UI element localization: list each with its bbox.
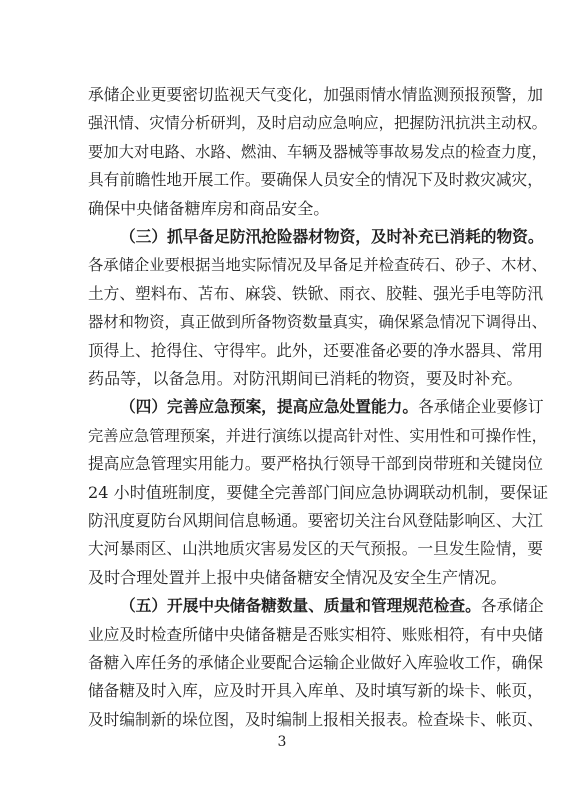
text-line (88, 480, 548, 506)
text-run: 各承储企业要修订 (418, 397, 544, 416)
text-run: 确保中央储备糖库房和商品安全。 (88, 199, 330, 218)
text-run: 器材和物资，真正做到所备物资数量真实，确保紧急情况下调得出、 (88, 313, 547, 331)
text-line (88, 622, 543, 648)
page-number: 3 (277, 734, 287, 750)
text-line (88, 678, 543, 704)
text-line (88, 196, 329, 222)
text-line (88, 366, 523, 392)
text-line (88, 110, 547, 136)
section-heading: （三）抓早备足防汛抢险器材物资，及时补充已消耗的物资。 (120, 227, 544, 246)
text-line (88, 650, 543, 676)
text-line (88, 338, 543, 364)
text-line (88, 167, 543, 193)
text-run: 各承储企 (480, 596, 544, 615)
text-run: 具有前瞻性地开展工作。要确保人员安全的情况下及时救灾减灾， (88, 170, 543, 189)
text-line (88, 252, 547, 278)
text-line (88, 139, 547, 165)
text-run: 顶得上、抢得住、守得牢。此外，还要准备必要的净水器具、常用 (88, 341, 543, 360)
text-run: 强汛情、灾情分析研判，及时启动应急响应，把握防汛抗洪主动权。 (88, 114, 547, 132)
text-line (88, 565, 506, 591)
text-run: 及时编制新的垛位图，及时编制上报相关报表。检查垛卡、帐页、 (88, 710, 543, 729)
text-line (88, 451, 543, 477)
text-line (88, 281, 543, 307)
text-run: 防汛度夏防台风期间信息畅通。要密切关注台风登陆影响区、大江 (88, 511, 543, 530)
section-heading-line (120, 394, 544, 420)
text-line (88, 423, 547, 449)
text-run: 要加大对电路、水路、燃油、车辆及器械等事故易发点的检查力度， (88, 143, 547, 161)
text-run: 24 小时值班制度，要健全完善部门间应急协调联动机制，要保证 (88, 483, 549, 502)
text-run: 及时合理处置并上报中央储备糖安全情况及安全生产情况。 (88, 568, 507, 587)
text-line (88, 536, 543, 562)
section-heading: （五）开展中央储备糖数量、质量和管理规范检查。 (120, 596, 481, 615)
text-run: 大河暴雨区、山洪地质灾害易发区的天气预报。一旦发生险情，要 (88, 539, 543, 558)
section-heading-line (120, 224, 544, 250)
text-line (88, 707, 543, 733)
text-line (88, 82, 543, 108)
section-heading-line (120, 593, 544, 619)
text-run: 药品等，以备急用。对防汛期间已消耗的物资，要及时补充。 (88, 369, 523, 388)
text-line (88, 508, 543, 534)
text-run: 各承储企业要根据当地实际情况及早备足并检查砖石、砂子、木材、 (88, 256, 547, 274)
text-run: 业应及时检查所储中央储备糖是否账实相符、账账相符，有中央储 (88, 625, 543, 644)
text-run: 备糖入库任务的承储企业要配合运输企业做好入库验收工作，确保 (88, 653, 543, 672)
text-run: 储备糖及时入库，应及时开具入库单、及时填写新的垛卡、帐页， (88, 681, 543, 700)
text-line (88, 309, 547, 335)
text-run: 承储企业更要密切监视天气变化，加强雨情水情监测预报预警，加 (88, 85, 543, 104)
section-heading: （四）完善应急预案，提高应急处置能力。 (120, 397, 419, 416)
text-run: 提高应急管理实用能力。要严格执行领导干部到岗带班和关键岗位 (88, 454, 543, 473)
text-run: 土方、塑料布、苫布、麻袋、铁锨、雨衣、胶鞋、强光手电等防汛 (88, 284, 543, 303)
text-run: 完善应急管理预案，并进行演练以提高针对性、实用性和可操作性， (88, 427, 547, 445)
